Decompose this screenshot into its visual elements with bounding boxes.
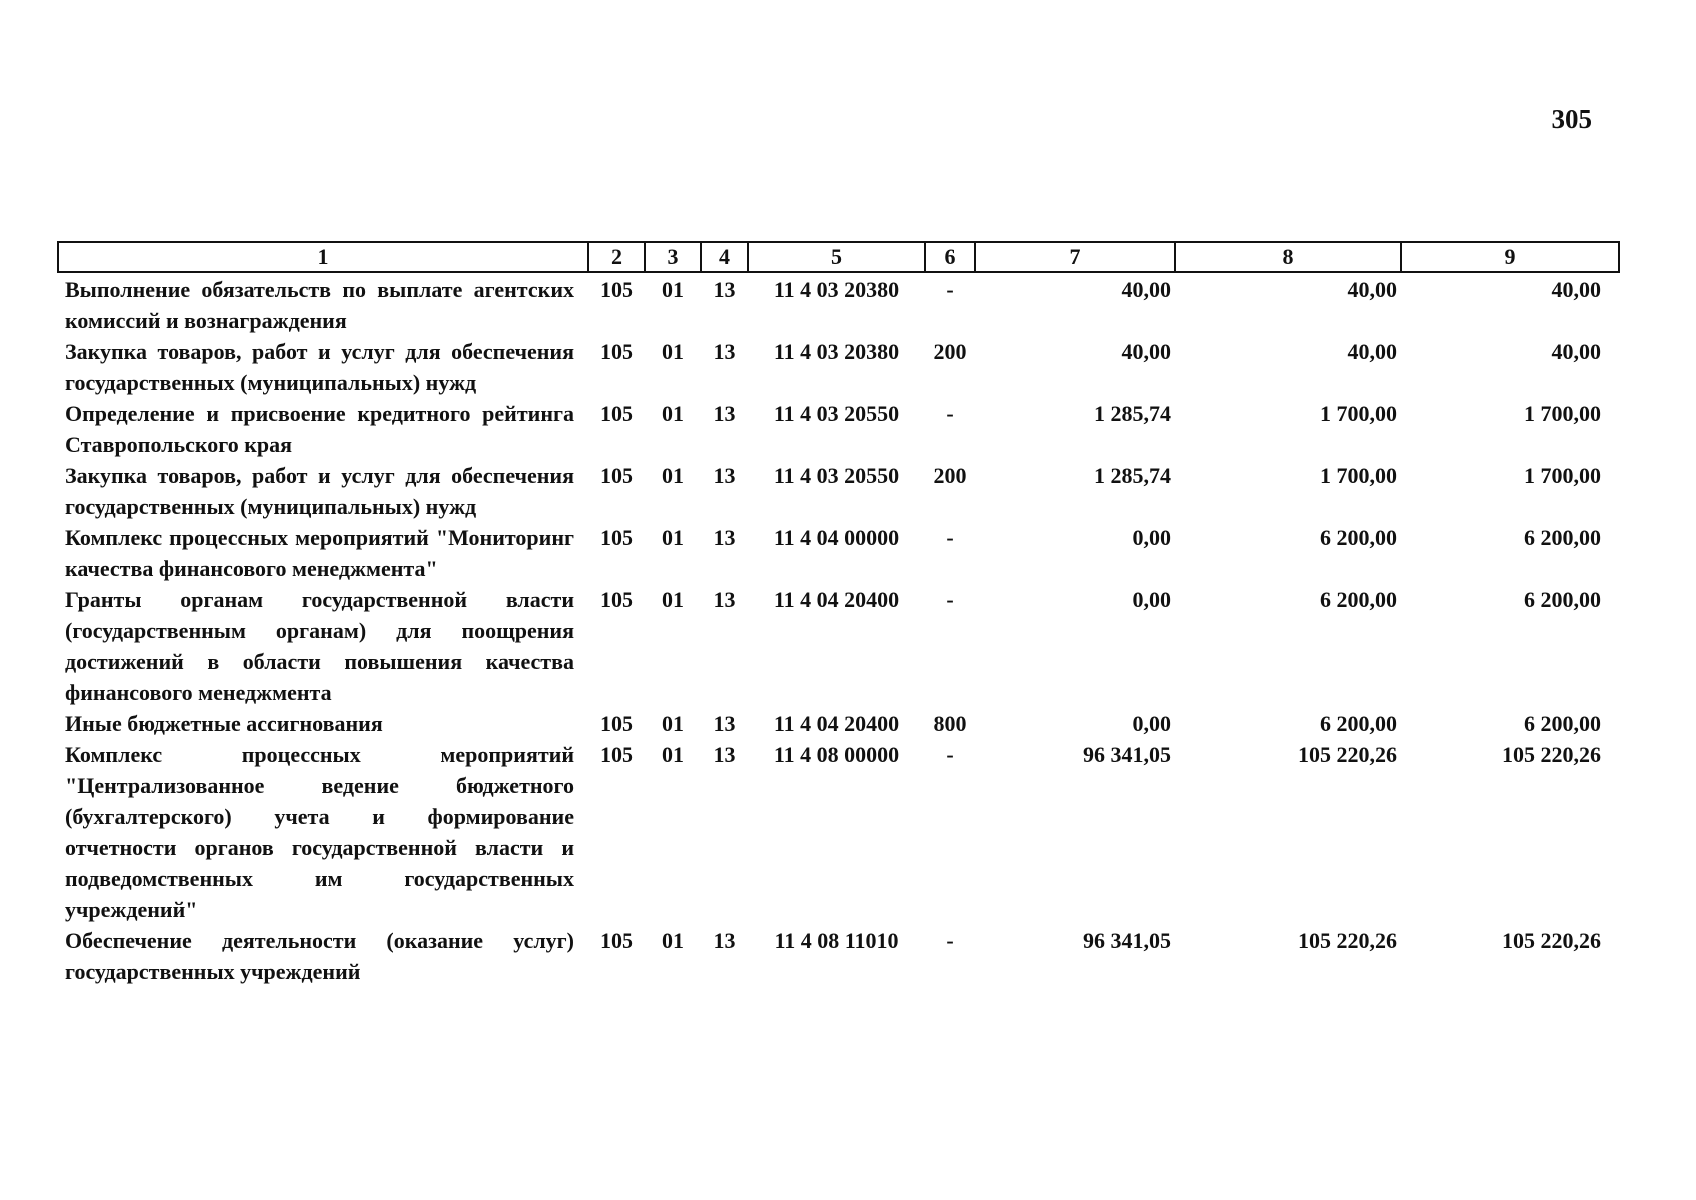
cell-amount-9: 6 200,00: [1524, 711, 1601, 736]
cell-section: 01: [662, 525, 684, 550]
row-name: Закупка товаров, работ и услуг для обеспечения государственных (муниципальных) нужд: [65, 339, 574, 395]
cell-target-article: 11 4 04 20400: [773, 711, 900, 736]
cell-expense-type: -: [946, 277, 954, 302]
cell-amount-9: 40,00: [1551, 339, 1601, 364]
cell-subsection: 13: [713, 463, 736, 488]
cell-amount-7: 0,00: [1132, 711, 1171, 736]
cell-amount-7: 0,00: [1132, 525, 1171, 550]
column-header: 5: [748, 242, 925, 272]
row-name: Обеспечение деятельности (оказание услуг) государственных учреждений: [65, 928, 574, 984]
cell-subsection: 13: [713, 742, 736, 767]
cell-ministry: 105: [600, 339, 633, 364]
cell-amount-8: 40,00: [1347, 339, 1397, 364]
cell-target-article: 11 4 08 11010: [774, 928, 899, 953]
cell-amount-9: 6 200,00: [1524, 525, 1601, 550]
column-header: 1: [58, 242, 588, 272]
column-header: 9: [1401, 242, 1619, 272]
cell-ministry: 105: [600, 928, 633, 953]
cell-section: 01: [662, 742, 684, 767]
row-name: Комплекс процессных мероприятий "Мониторинг качества финансового менеджмента": [65, 525, 574, 581]
cell-section: 01: [662, 339, 684, 364]
cell-target-article: 11 4 03 20550: [773, 401, 900, 426]
page-number: 305: [1551, 104, 1592, 134]
cell-section: 01: [662, 401, 684, 426]
cell-ministry: 105: [600, 525, 633, 550]
cell-target-article: 11 4 04 00000: [773, 525, 900, 550]
cell-amount-9: 1 700,00: [1524, 401, 1601, 426]
cell-section: 01: [662, 587, 684, 612]
cell-subsection: 13: [713, 401, 736, 426]
table-row: [58, 460, 1619, 522]
cell-amount-7: 96 341,05: [1083, 742, 1171, 767]
cell-amount-8: 105 220,26: [1298, 742, 1397, 767]
cell-subsection: 13: [713, 339, 736, 364]
table-row: [58, 584, 1619, 708]
cell-amount-8: 1 700,00: [1320, 463, 1397, 488]
cell-ministry: 105: [600, 587, 633, 612]
table-row: [58, 398, 1619, 460]
cell-amount-9: 105 220,26: [1502, 742, 1601, 767]
row-name: Выполнение обязательств по выплате агентских комиссий и вознаграждения: [65, 277, 574, 333]
cell-expense-type: 200: [933, 463, 967, 488]
column-header: 4: [701, 242, 748, 272]
cell-target-article: 11 4 03 20550: [773, 463, 900, 488]
row-name: Определение и присвоение кредитного рейтинга Ставропольского края: [65, 401, 574, 457]
cell-ministry: 105: [600, 463, 633, 488]
cell-amount-7: 40,00: [1121, 339, 1171, 364]
cell-ministry: 105: [600, 401, 633, 426]
table-row: [58, 272, 1619, 336]
cell-ministry: 105: [600, 277, 633, 302]
cell-amount-7: 96 341,05: [1083, 928, 1171, 953]
cell-amount-7: 1 285,74: [1094, 463, 1171, 488]
cell-expense-type: -: [946, 928, 954, 953]
table-row: [58, 336, 1619, 398]
cell-subsection: 13: [713, 277, 736, 302]
cell-expense-type: -: [946, 525, 954, 550]
cell-subsection: 13: [713, 711, 736, 736]
row-name: Закупка товаров, работ и услуг для обеспечения государственных (муниципальных) нужд: [65, 463, 574, 519]
cell-amount-8: 105 220,26: [1298, 928, 1397, 953]
cell-target-article: 11 4 03 20380: [773, 277, 900, 302]
cell-expense-type: 800: [933, 711, 967, 736]
row-name: Комплекс процессных мероприятий "Централизованное ведение бюджетного (бухгалтерского) учета и формирование отчетности органов государственной власти и подведомственных им государственных учреждений": [65, 742, 574, 922]
cell-subsection: 13: [713, 928, 736, 953]
cell-amount-8: 40,00: [1347, 277, 1397, 302]
row-name: Гранты органам государственной власти (государственным органам) для поощрения достижений в области повышения качества финансового менеджмента: [65, 587, 574, 705]
cell-amount-9: 105 220,26: [1502, 928, 1601, 953]
row-name: Иные бюджетные ассигнования: [65, 711, 383, 736]
cell-target-article: 11 4 03 20380: [773, 339, 900, 364]
cell-expense-type: 200: [933, 339, 967, 364]
cell-amount-8: 6 200,00: [1320, 711, 1397, 736]
cell-ministry: 105: [600, 711, 633, 736]
table-row: [58, 708, 1619, 739]
column-header: 3: [645, 242, 701, 272]
cell-expense-type: -: [946, 742, 954, 767]
cell-section: 01: [662, 928, 684, 953]
column-header: 2: [588, 242, 645, 272]
cell-target-article: 11 4 04 20400: [773, 587, 900, 612]
cell-amount-7: 1 285,74: [1094, 401, 1171, 426]
table-row: [58, 925, 1619, 987]
cell-target-article: 11 4 08 00000: [773, 742, 900, 767]
column-header: 6: [925, 242, 975, 272]
table-row: [58, 522, 1619, 584]
table-row: [58, 739, 1619, 925]
cell-amount-9: 6 200,00: [1524, 587, 1601, 612]
cell-expense-type: -: [946, 401, 954, 426]
column-header: 8: [1175, 242, 1401, 272]
cell-amount-7: 0,00: [1132, 587, 1171, 612]
cell-amount-8: 6 200,00: [1320, 587, 1397, 612]
cell-subsection: 13: [713, 525, 736, 550]
cell-expense-type: -: [946, 587, 954, 612]
budget-table: [57, 241, 1620, 987]
cell-amount-9: 1 700,00: [1524, 463, 1601, 488]
cell-section: 01: [662, 711, 684, 736]
cell-amount-8: 1 700,00: [1320, 401, 1397, 426]
cell-subsection: 13: [713, 587, 736, 612]
cell-section: 01: [662, 463, 684, 488]
cell-ministry: 105: [600, 742, 633, 767]
column-header: 7: [975, 242, 1175, 272]
table-header-row: [58, 242, 1619, 272]
cell-section: 01: [662, 277, 684, 302]
cell-amount-8: 6 200,00: [1320, 525, 1397, 550]
cell-amount-7: 40,00: [1121, 277, 1171, 302]
cell-amount-9: 40,00: [1551, 277, 1601, 302]
